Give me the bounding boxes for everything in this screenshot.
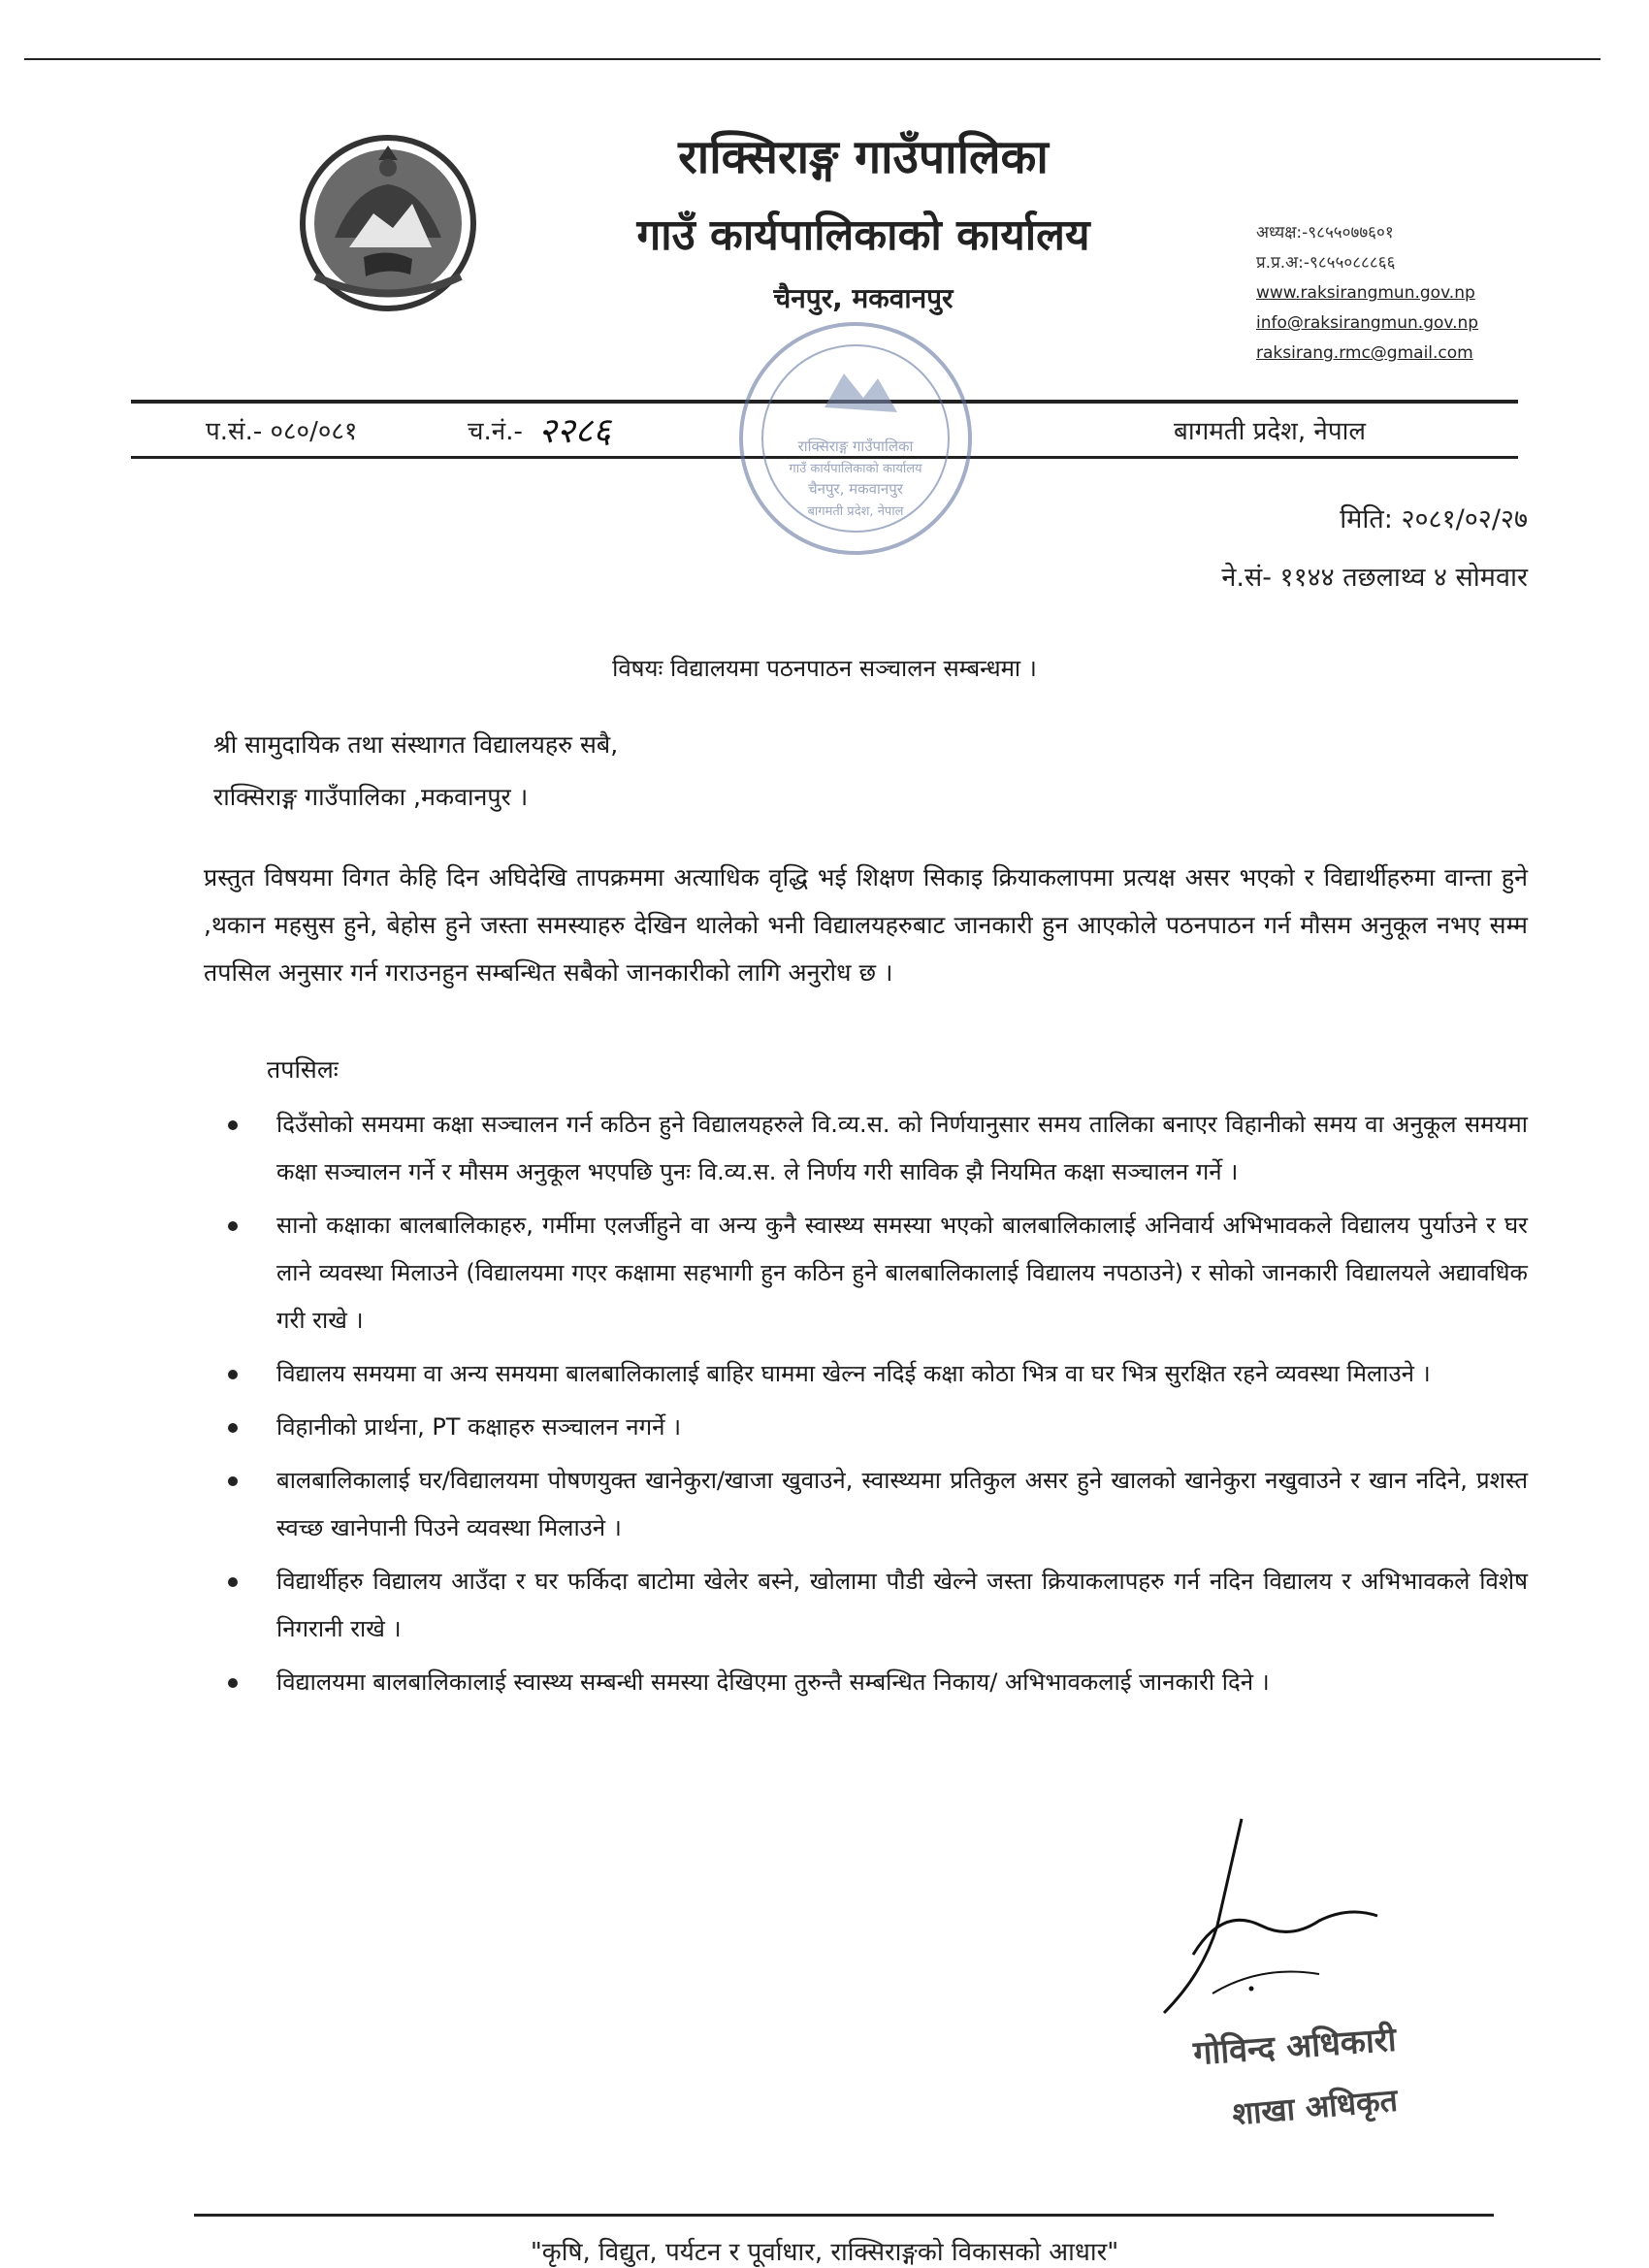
footer-slogan: "कृषि, विद्युत, पर्यटन र पूर्वाधार, राक्सिराङ्गको विकासको आधार" (530, 2238, 1119, 2267)
contact-block (1256, 218, 1478, 369)
website-link[interactable]: www.raksirangmun.gov.np (1256, 283, 1475, 303)
footer-rule (194, 2214, 1494, 2217)
stamp-line2: गाउँ कार्यपालिकाको कार्यालय (789, 462, 922, 476)
handwritten-signature (1125, 1809, 1445, 2032)
subject-line: विषयः विद्यालयमा पठनपाठन सञ्चालन सम्बन्धमा । (612, 655, 1037, 682)
signatory-name: गोविन्द अधिकारी (1191, 2020, 1398, 2074)
list-item-text: दिउँसोको समयमा कक्षा सञ्चालन गर्न कठिन हुने विद्यालयहरुले वि.व्य.स. को निर्णयानुसार समय तालिका बनाएर विहानीको समय वा अनुकूल समयमा कक्षा सञ्चालन गर्ने र मौसम अनुकूल भएपछि पुनः वि.व्य.स. ले निर्णय गरी साविक झै नियमित कक्षा सञ्चालन गर्ने । (276, 1111, 1528, 1185)
list-item (228, 1404, 1528, 1451)
bullet-icon (228, 1423, 238, 1433)
list-item (228, 1659, 1528, 1706)
date-nepal-sambat: ने.सं- ११४४ तछलाथ्व ४ सोमवार (1221, 563, 1528, 593)
email-link-info[interactable]: info@raksirangmun.gov.np (1256, 313, 1479, 333)
stamp-line3: चैनपुर, मकवानपुर (808, 480, 903, 498)
bullet-icon (228, 1476, 238, 1486)
list-item (228, 1457, 1528, 1552)
cao-phone: प्र.प्र.अ:-९८५५०८८८६६ (1256, 253, 1396, 273)
bullet-icon (228, 1370, 238, 1379)
province: बागमती प्रदेश, नेपाल (1174, 417, 1366, 446)
list-item-text: सानो कक्षाका बालबालिकाहरु, गर्मीमा एलर्जीहुने वा अन्य कुनै स्वास्थ्य समस्या भएको बालबालिकालाई अनिवार्य अभिभावकले विद्यालय पुर्याउने र घर लाने व्यवस्था मिलाउने (विद्यालयमा गएर कक्षामा सहभागी हुन कठिन हुने बालबालिकालाई विद्यालय नपठाउने) र सोको जानकारी विद्यालयले अद्यावधिक गरी राखे । (276, 1212, 1528, 1334)
list-item (228, 1202, 1528, 1345)
municipality-name: राक्सिराङ्ग गाउँपालिका (678, 130, 1049, 184)
body-paragraph: प्रस्तुत विषयमा विगत केहि दिन अघिदेखि तापक्रममा अत्याधिक वृद्धि भई शिक्षण सिकाइ क्रियाकलापमा प्रत्यक्ष असर भएको र विद्यार्थीहरुमा वान्ता हुने ,थकान महसुस हुने, बेहोस हुने जस्ता समस्याहरु देखिन थालेको भनी विद्यालयहरुबाट जानकारी हुन आएकोले पठनपाठन गर्न मौसम अनुकूल नभए सम्म तपसिल अनुसार गर्न गराउनहुन सम्बन्धित सबैको जानकारीको लागि अनुरोध छ । (204, 863, 1528, 987)
fiscal-year: प.सं.- ०८०/०८१ (206, 417, 358, 446)
date-bs: मिति: २०८१/०२/२७ (1340, 504, 1528, 535)
recipient-line2: राक्सिराङ्ग गाउँपालिका ,मकवानपुर । (213, 783, 529, 811)
office-location: चैनपुर, मकवानपुर (773, 282, 954, 314)
bullet-icon (228, 1120, 238, 1130)
list-item (228, 1101, 1528, 1196)
signatory-designation: शाखा अधिकृत (1230, 2081, 1400, 2133)
stamp-line4: बागमती प्रदेश, नेपाल (807, 504, 904, 519)
list-item-text: विहानीको प्रार्थना, PT कक्षाहरु सञ्चालन नगर्ने । (276, 1413, 682, 1441)
list-item (228, 1350, 1528, 1398)
recipient-line1: श्री सामुदायिक तथा संस्थागत विद्यालयहरु सबै, (213, 730, 619, 759)
email-link-gmail[interactable]: raksirang.rmc@gmail.com (1256, 343, 1473, 363)
nepal-emblem-logo (296, 131, 480, 315)
bullet-icon (228, 1678, 238, 1688)
dispatch-number-handwritten: २२८६ (538, 411, 611, 451)
office-name: गाउँ कार्यपालिकाको कार्यालय (636, 211, 1090, 260)
chair-phone: अध्यक्ष:-९८५५०७७६०१ (1256, 223, 1394, 243)
bullet-icon (228, 1221, 238, 1231)
list-item-text: विद्यार्थीहरु विद्यालय आउँदा र घर फर्किदा बाटोमा खेलेर बस्ने, खोलामा पौडी खेल्ने जस्ता क्रियाकलापहरु गर्न नदिन विद्यालय र अभिभावकले विशेष निगरानी राखे । (276, 1568, 1528, 1642)
list-item (228, 1558, 1528, 1653)
stamp-line1: राक्सिराङ्ग गाउँपालिका (797, 437, 914, 455)
details-list (228, 1101, 1528, 1712)
list-item-text: विद्यालयमा बालबालिकालाई स्वास्थ्य सम्बन्धी समस्या देखिएमा तुरुन्तै सम्बन्धित निकाय/ अभिभावकलाई जानकारी दिने । (276, 1669, 1270, 1696)
dispatch-label: च.नं.- (468, 417, 523, 446)
list-item-text: विद्यालय समयमा वा अन्य समयमा बालबालिकालाई बाहिर घाममा खेल्न नदिई कक्षा कोठा भित्र वा घर भित्र सुरक्षित रहने व्यवस्था मिलाउने । (276, 1360, 1431, 1387)
details-label: तपसिलः (267, 1055, 339, 1084)
top-rule (24, 58, 1600, 60)
office-stamp (732, 315, 980, 563)
list-item-text: बालबालिकालाई घर/विद्यालयमा पोषणयुक्त खानेकुरा/खाजा खुवाउने, स्वास्थ्यमा प्रतिकुल असर हुने खालको खानेकुरा नखुवाउने र खान नदिने, प्रशस्त स्वच्छ खानेपानी पिउने व्यवस्था मिलाउने । (276, 1467, 1528, 1541)
bullet-icon (228, 1577, 238, 1587)
